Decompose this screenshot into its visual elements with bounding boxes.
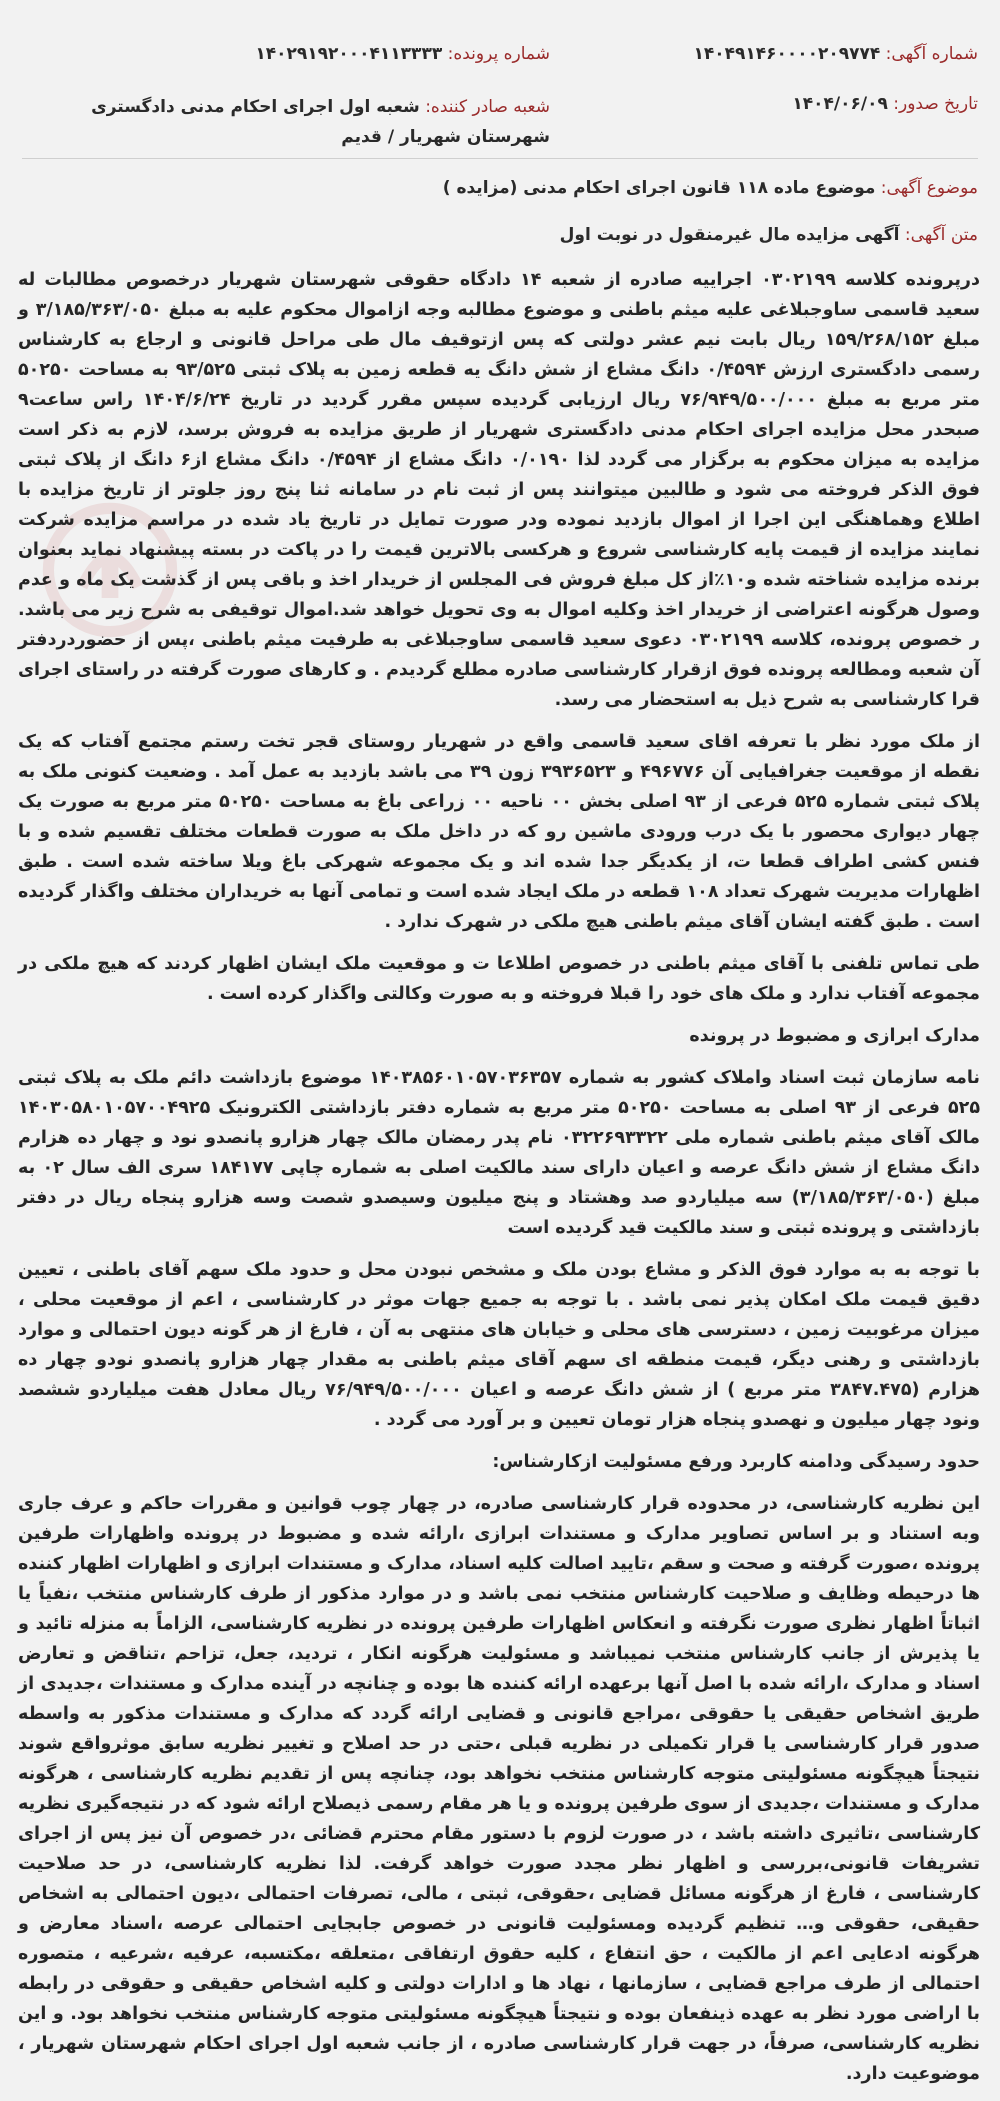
documents-heading: مدارک ابرازی و مضبوط در پرونده [689,1026,980,1046]
issue-date-label: تاریخ صدور: [893,94,978,114]
issue-date-value: ۱۴۰۴/۰۶/۰۹ [792,94,888,114]
ad-number [693,42,978,66]
ad-subject [22,175,978,201]
header-divider [22,158,978,159]
scope-heading: حدود رسیدگی ودامنه کاربرد ورفع مسئولیت ازکارشناس: [492,1452,980,1472]
case-number-value: ۱۴۰۲۹۱۹۲۰۰۰۴۱۱۳۳۳۳ [255,44,443,64]
body-paragraph-6: این نظریه کارشناسی، در محدوده قرار کارشناسی صادره، در چهار چوب قوانین و مقررات حاکم و عرف جاری وبه استناد و بر اساس تصاویر مدارک و مستندات ابرازی ،ارائه شده و مضبوط در پرونده واظهارات طرفین پرونده ،صورت گرفته و صحت و سقم ،تایید اصالت کلیه اسناد، مدارک و مستندات ابرازی و اظهارات اظهار کننده ها درحیطه وظایف و صلاحیت کارشناس منتخب نمی باشد و در موارد مذکور از طرف کارشناس منتخب ،نفیاً یا اثباتاً اظهار نظری صورت نگرفته و انعکاس اظهارات طرفین پرونده در نظریه کارشناسی، الزاماً به منزله تائید و یا پذیرش از جانب کارشناس منتخب نمیباشد و مسئولیت هرگونه انکار ، تردید، جعل، تزاحم ،تناقض و تعارض اسناد و مدارک ،ارائه شده با اصل آنها برعهده ارائه کننده ها بوده و چنانچه در آینده مدارک و مستندات ،جدیدی از طریق اشخاص حقیقی یا حقوقی ،مراجع قانونی و قضایی ارائه گردد که مدارک و مستندات مذکور به واسطه صدور قرار کارشناسی یا قرار تکمیلی در نظریه قبلی ،حتی در حد اصلاح و تغییر نظریه سابق موثرواقع شوند نتیجتاً هیچگونه مسئولیتی متوجه کارشناس منتخب نخواهد بود، چنانچه پس از تقدیم نظریه کارشناسی ، هرگونه مدارک و مستندات ،جدیدی از سوی طرفین پرونده و یا هر مقام رسمی ذیصلاح ارائه شود که در نتیجه‌گیری نظریه کارشناسی ،تاثیری داشته باشد ، در صورت لزوم با دستور مقام محترم قضائی ،در خصوص آن نیز پس از اجرای تشریفات قانونی،بررسی و اظهار نظر مجدد صورت خواهد گرفت. لذا نظریه کارشناسی، در حد صلاحیت کارشناسی ، فارغ از هرگونه مسائل قضایی ،حقوقی، ثبتی ، مالی، تصرفات احتمالی ،دیون احتمالی به اشخاص حقیقی، حقوقی و… تنظیم گردیده ومسئولیت قانونی در خصوص جابجایی احتمالی عرصه ،اسناد معارض و هرگونه ادعایی اعم از مالکیت ، حق انتفاع ، کلیه حقوق ارتفاقی ،متعلقه ،مکتسبه، عرفیه ،شرعیه ، متصوره احتمالی از طرف مراجع قضایی ، سازمانها ، نهاد ها و ادارات دولتی و کلیه اشخاص حقیقی و حقوقی در رابطه با اراضی مورد نظر به عهده ذینفعان بوده و نتیجتاً هیچگونه مسئولیتی متوجه کارشناس منتخب نخواهد بود. و این نظریه کارشناسی، صرفاً، در جهت قرار کارشناسی صادره ، از جانب شعبه اول اجرای احکام شهرستان شهریار ، موضوعیت دارد. [18,1494,980,2084]
body-paragraph-5: با توجه به به موارد فوق الذکر و مشاع بودن ملک و مشخص نبودن محل و حدود ملک سهم آقای باطنی ، تعیین دقیق قیمت ملک امکان پذیر نمی باشد . با توجه به جمیع جهات موثر در کارشناسی ، اعم از موقعیت محلی ، میزان مرغوبیت زمین ، دسترسی های محلی و خیابان های منتهی به آن ، فارغ از هر گونه دیون احتمالی و موارد بازداشتی و رهنی دیگر، قیمت منطقه ای سهم آقای میثم باطنی به مقدار چهار هزارو پانصدو نودو چهار ده هزارم (۳۸۴۷.۴۷۵ متر مربع ) از شش دانگ عرصه و اعیان ۷۶/۹۴۹/۵۰۰/۰۰۰ ریال معادل هفت میلیاردو ششصد ونود چهار میلیون و نهصدو پنجاه هزار تومان تعیین و بر آورد می گردد . [18,1260,980,1430]
body-paragraph-4: نامه سازمان ثبت اسناد واملاک کشور به شماره ۱۴۰۳۸۵۶۰۱۰۵۷۰۳۶۳۵۷ موضوع بازداشت دائم ملک به پلاک ثبتی ۵۲۵ فرعی از ۹۳ اصلی به مساحت ۵۰۲۵۰ متر مربع به شماره دفتر بازداشتی الکترونیک ۱۴۰۳۰۵۸۰۱۰۵۷۰۰۴۹۲۵ مالک آقای میثم باطنی شماره ملی ۰۳۲۲۶۹۳۳۲۲ نام پدر رمضان مالک چهار هزارو پانصدو نود و چهار ده هزارم دانگ مشاع از شش دانگ عرصه و اعیان دارای سند مالکیت اصلی به شماره چاپی ۱۸۴۱۷۷ سری الف سال ۰۲ به مبلغ (۳/۱۸۵/۳۶۳/۰۵۰) سه میلیاردو صد وهشتاد و پنج میلیون وسیصدو شصت وسه هزارو پنجاه ریال در دفتر بازداشتی و پرونده ثبتی و سند مالکیت قید گردیده است [18,1068,981,1238]
subject-label: موضوع آگهی: [880,178,978,198]
text-label: متن آگهی: [904,225,978,245]
issuing-branch-value: شعبه اول اجرای احکام مدنی دادگستری شهرستان شهریار / قدیم [91,97,550,147]
case-number-label: شماره پرونده: [447,44,550,64]
body-paragraph-1: درپرونده کلاسه ۰۳۰۲۱۹۹ اجراییه صادره از شعبه ۱۴ دادگاه حقوقی شهرستان شهریار درخصوص مطالبات له سعید قاسمی ساوجبلاغی علیه میثم باطنی و موضوع مطالبه وجه ازاموال محکوم علیه به مبلغ ۳/۱۸۵/۳۶۳/۰۵۰ و مبلغ ۱۵۹/۲۶۸/۱۵۲ ریال بابت نیم عشر دولتی که پس ازتوقیف مال طی مراحل قانونی و ارجاع به کارشناس رسمی دادگستری ارزش ۰/۴۵۹۴ دانگ مشاع از شش دانگ یه قطعه زمین به پلاک ثبتی ۹۳/۵۲۵ به مساحت ۵۰۲۵۰ متر مربع به مبلغ ۷۶/۹۴۹/۵۰۰/۰۰۰ ریال ارزیابی گردیده سپس مقرر گردید در تاریخ ۱۴۰۴/۶/۲۴ راس ساعت۹ صبحدر محل مزایده اجرای احکام مدنی دادگستری شهریار از طریق مزایده به فروش برسد، لازم به ذکر است مزایده به میزان محکوم به برگزار می گردد لذا ۰/۰۱۹۰ دانگ مشاع از ۰/۴۵۹۴ دانگ مشاع از۶ دانگ از پلاک ثبتی فوق الذکر فروخته می شود و طالبین میتوانند پس از ثبت نام در سامانه ثنا پنج روز جلوتر از تاریخ مزایده با اطلاع وهماهنگی این اجرا از اموال بازدید نموده ودر صورت تمایل در تاریخ یاد شده در مراسم مزایده شرکت نمایند مزایده از قیمت پایه کارشناسی شروع و هرکسی بالاترین قیمت را در پاکت در بسته پیشنهاد نماید بعنوان برنده مزایده شناخته شده و۱۰٪از کل مبلغ فروش فی المجلس از خریدار اخذ و باقی پس از گذشت یک ماه و عدم وصول هرگونه اعتراضی از خریدار اخذ وکلیه اموال به وی تحویل خواهد شد.اموال توقیفی به شرح زیر می باشد. ر خصوص پرونده، کلاسه ۰۳۰۲۱۹۹ دعوی سعید قاسمی ساوجبلاغی به طرفیت میثم باطنی ،پس از حضوردردفتر آن شعبه ومطالعه پرونده فوق ازقرار کارشناسی صادره مطلع گردیدم . و کارهای صورت گرفته در راستای اجرای قرا کارشناسی به شرح ذیل به استحضار می رسد. [18,270,981,710]
body-paragraph-3: طی تماس تلفنی با آقای میثم باطنی در خصوص اطلاعا ت و موقعیت ملک ایشان اظهار کردند که هیچ ملکی در مجموعه آفتاب ندارد و ملک های خود را قبلا فروخته و به صورت وکالتی واگذار کرده است . [18,954,980,1004]
ad-body [18,265,980,2101]
ad-number-label: شماره آگهی: [885,44,978,64]
text-value: آگهی مزایده مال غیرمنقول در نوبت اول [559,225,900,245]
subject-value: موضوع ماده ۱۱۸ قانون اجرای احکام مدنی (مزایده ) [442,178,876,198]
case-number [255,42,550,66]
body-paragraph-2: از ملک مورد نظر با تعرفه اقای سعید قاسمی واقع در شهریار روستای قجر تخت رستم مجتمع آفتاب که یک نقطه از موقعیت جغرافیایی آن ۴۹۶۷۷۶ و ۳۹۳۶۵۲۳ زون ۳۹ می باشد بازدید به عمل آمد . وضعیت کنونی ملک به پلاک ثبتی شماره ۵۲۵ فرعی از ۹۳ اصلی بخش ۰۰ ناحیه ۰۰ زراعی باغ به مساحت ۵۰۲۵۰ متر مربع به صورت یک چهار دیواری محصور با یک درب ورودی ماشین رو که در داخل ملک به صورت قطعات مختلف تقسیم شده و با فنس کشی اطراف قطعا ت، از یکدیگر جدا شده اند و یک مجموعه شهرکی باغ ویلا ساخته شده است . طبق اظهارات مدیریت شهرک تعداد ۱۰۸ قطعه در ملک ایجاد شده است و تمامی آنها به خریداران مختلف واگذار گردیده است . طبق گفته ایشان آقای میثم باطنی هیچ ملکی در شهرک ندارد . [18,732,981,932]
issuing-branch-label: شعبه صادر کننده: [425,97,550,117]
ad-text-title [22,222,978,248]
ad-number-value: ۱۴۰۴۹۱۴۶۰۰۰۰۲۰۹۷۷۴ [693,44,881,64]
issuing-branch [50,92,550,152]
issue-date [792,92,978,116]
